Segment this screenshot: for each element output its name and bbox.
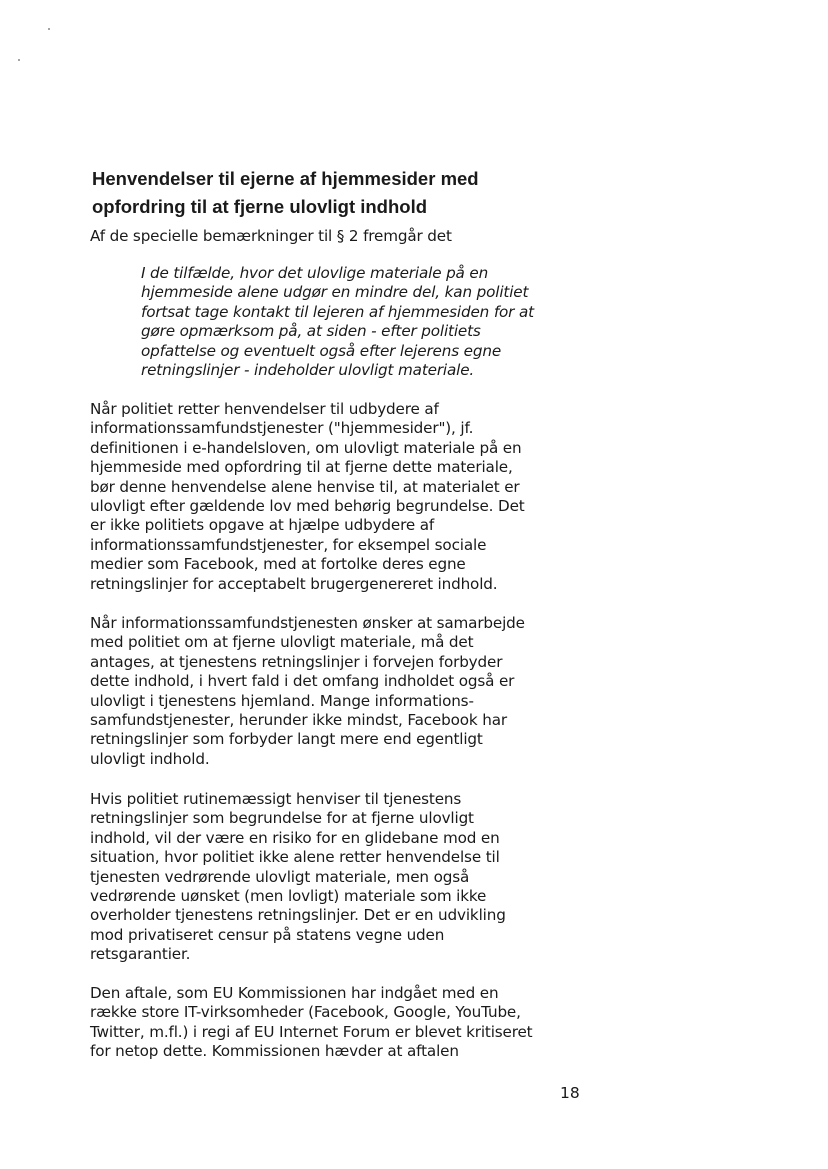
heading-line: Henvendelser til ejerne af hjemmesider med <box>92 168 479 189</box>
text-line: ulovligt i tjenestens hjemland. Mange informations- <box>90 691 474 710</box>
text-line: tjenesten vedrørende ulovligt materiale, men også <box>90 867 470 886</box>
text-line: informationssamfundstjenester ("hjemmesider"), jf. <box>90 419 474 438</box>
text-line: bør denne henvendelse alene henvise til, at materialet er <box>90 477 520 496</box>
text-line: retningslinjer som forbyder langt mere end egentligt <box>90 730 483 749</box>
text-line: ulovligt indhold. <box>90 749 210 768</box>
quote-line: hjemmeside alene udgør en mindre del, kan politiet <box>141 283 529 302</box>
text-line: dette indhold, i hvert fald i det omfang indholdet også er <box>90 672 515 691</box>
text-line: hjemmeside med opfordring til at fjerne dette materiale, <box>90 458 513 477</box>
text-line: er ikke politiets opgave at hjælpe udbydere af <box>90 516 435 535</box>
text-line: medier som Facebook, med at fortolke deres egne <box>90 555 466 574</box>
paragraph <box>90 790 590 965</box>
text-line: indhold, vil der være en risiko for en glidebane mod en <box>90 828 500 847</box>
section-heading <box>92 165 612 221</box>
text-line: vedrørende uønsket (men lovligt) materiale som ikke <box>90 887 487 906</box>
paragraph <box>90 400 590 594</box>
scan-speck <box>18 59 20 61</box>
quote-line: retningslinjer - indeholder ulovligt materiale. <box>141 361 475 380</box>
text-line: retningslinjer for acceptabelt brugergenereret indhold. <box>90 574 498 593</box>
text-line: Når informationssamfundstjenesten ønsker at samarbejde <box>90 614 525 632</box>
text-line: situation, hvor politiet ikke alene retter henvendelse til <box>90 848 500 867</box>
page-number: 18 <box>560 1084 580 1102</box>
text-line: Af de specielle bemærkninger til § 2 fremgår det <box>90 227 452 245</box>
block-quote <box>141 264 589 380</box>
text-line: Når politiet retter henvendelser til udbydere af <box>90 400 439 418</box>
paragraph <box>90 614 590 769</box>
text-line: for netop dette. Kommissionen hævder at aftalen <box>90 1042 459 1061</box>
text-line: række store IT-virksomheder (Facebook, Google, YouTube, <box>90 1003 521 1022</box>
intro-text <box>90 227 590 246</box>
quote-line: I de tilfælde, hvor det ulovlige materiale på en <box>141 264 489 282</box>
text-line: retningslinjer som begrundelse for at fjerne ulovligt <box>90 809 474 828</box>
text-line: definitionen i e-handelsloven, om ulovligt materiale på en <box>90 438 522 457</box>
scan-speck <box>48 28 50 30</box>
text-line: Hvis politiet rutinemæssigt henviser til tjenestens <box>90 790 462 808</box>
quote-line: opfattelse og eventuelt også efter lejerens egne <box>141 341 502 360</box>
quote-line: gøre opmærksom på, at siden - efter politiets <box>141 322 481 341</box>
text-line: mod privatiseret censur på statens vegne uden <box>90 925 445 944</box>
text-line: Den aftale, som EU Kommissionen har indgået med en <box>90 984 499 1002</box>
text-line: med politiet om at fjerne ulovligt materiale, må det <box>90 633 474 652</box>
text-line: antages, at tjenestens retningslinjer i forvejen forbyder <box>90 652 503 671</box>
text-line: ulovligt efter gældende lov med behørig begrundelse. Det <box>90 497 525 516</box>
text-line: retsgarantier. <box>90 945 191 964</box>
text-line: overholder tjenestens retningslinjer. Det er en udvikling <box>90 906 506 925</box>
text-line: Twitter, m.fl.) i regi af EU Internet Forum er blevet kritiseret <box>90 1022 533 1041</box>
paragraph <box>90 984 590 1062</box>
text-line: informationssamfundstjenester, for eksempel sociale <box>90 535 487 554</box>
text-line: samfundstjenester, herunder ikke mindst, Facebook har <box>90 711 507 730</box>
quote-line: fortsat tage kontakt til lejeren af hjemmesiden for at <box>141 302 534 321</box>
heading-line: opfordring til at fjerne ulovligt indhold <box>92 196 428 217</box>
